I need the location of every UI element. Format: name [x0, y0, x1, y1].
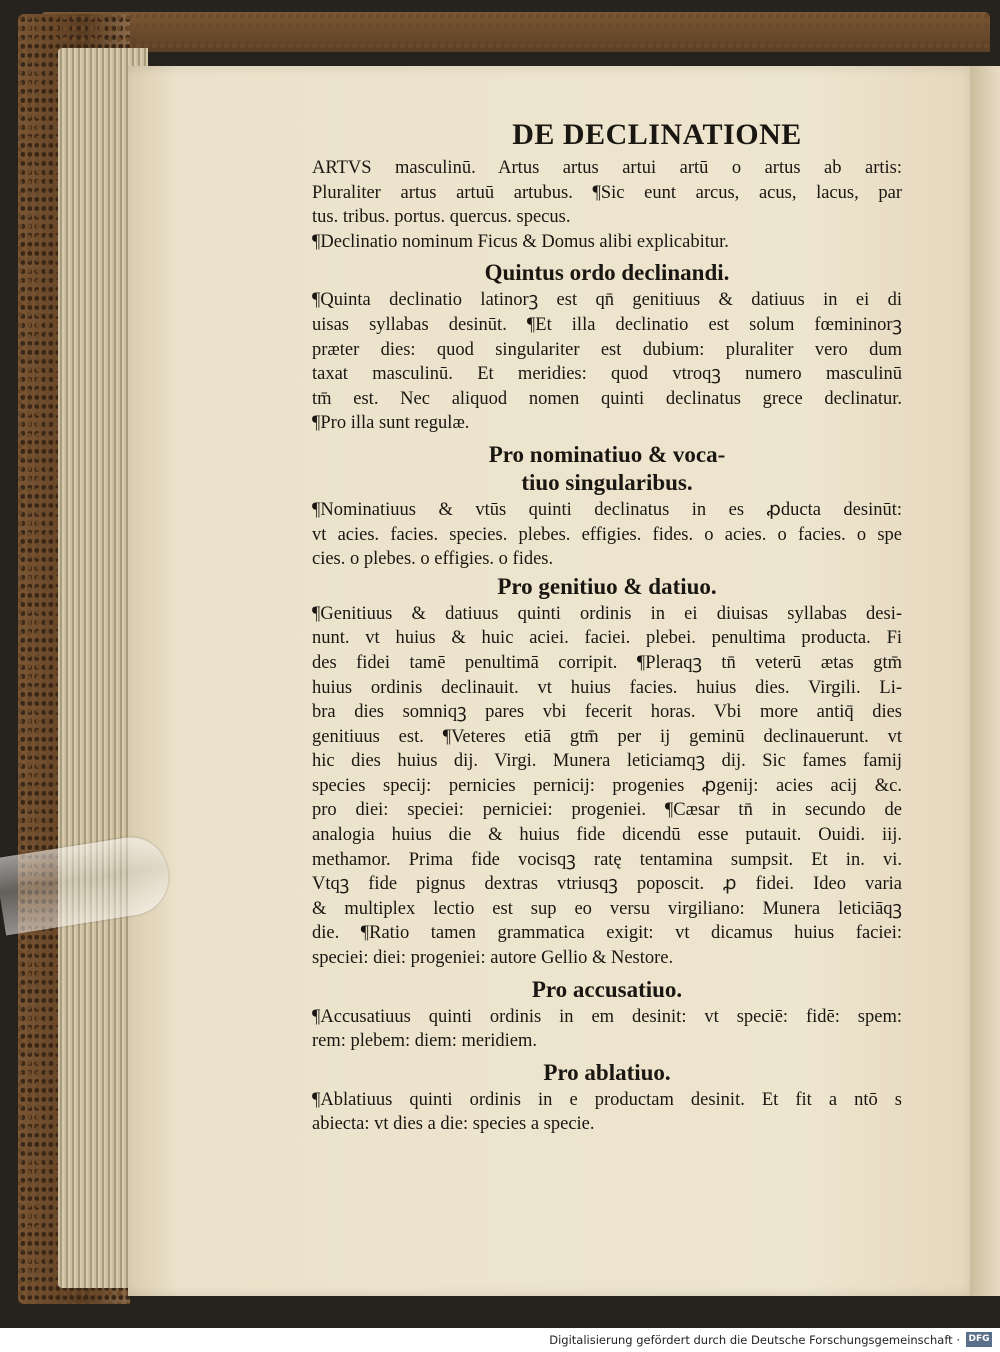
intro-paragraph — [312, 156, 902, 254]
text-line: vt acies. facies. species. plebes. effigies. fides. o acies. o facies. o spe — [312, 524, 902, 545]
text-line: Vtqꝫ fide pignus dextras vtriusqꝫ poposcit. ꝓ fidei. Ideo varia — [312, 874, 902, 895]
text-line: nunt. vt huius & huic aciei. faciei. plebei. penultima producta. Fi — [312, 628, 902, 649]
text-line: uisas syllabas desinūt. ¶Et illa declinatio est solum fœmininorꝫ — [312, 314, 902, 335]
section-heading: Pro accusatiuo. — [531, 976, 683, 1002]
facing-page-edge — [970, 66, 1000, 1296]
text-line: præter dies: quod singulariter est dubium: pluraliter vero dum — [312, 339, 902, 360]
text-line: & multiplex lectio est sup eo versu virgiliano: Munera leticiāqꝫ — [312, 898, 902, 919]
text-line: abiecta: vt dies a die: species a specie. — [312, 1114, 595, 1135]
text-line: ¶Ablatiuus quinti ordinis in e productam desinit. Et fit a ntō s — [312, 1089, 902, 1110]
text-line: taxat masculinū. Et meridies: quod vtroqꝫ numero masculinū — [312, 364, 902, 385]
text-line: ¶Pro illa sunt regulæ. — [312, 413, 470, 434]
text-line: ¶Accusatiuus quinti ordinis in em desinit: vt speciē: fidē: spem: — [312, 1006, 902, 1027]
text-line: hic dies huius dij. Virgi. Munera leticiamqꝫ dij. Sic fames famij — [312, 751, 902, 772]
text-line: ¶Nominatiuus & vtūs quinti declinatus in es ꝓducta desinūt: — [312, 499, 902, 520]
text-line: ¶Declinatio nominum Ficus & Domus alibi explicabitur. — [312, 231, 729, 252]
section-heading: Pro genitiuo & datiuo. — [497, 573, 717, 599]
text-line: species specij: pernicies pernicij: progenies ꝓgenij: acies acij &c. — [312, 775, 902, 796]
section-body — [312, 1005, 902, 1054]
page-title: DE DECLINATIONE — [512, 118, 802, 151]
text-line: ARTVS masculinū. Artus artus artui artū o artus ab artis: — [312, 158, 902, 178]
text-line: die. ¶Ratio tamen grammatica exigit: vt dicamus huius faciei: — [312, 923, 902, 944]
text-line: huius ordinis declinauit. vt huius facies. huius dies. Virgili. Li- — [312, 677, 902, 698]
text-line: tm̄ est. Nec aliquod nomen quinti declinatus grece declinatur. — [312, 388, 902, 409]
text-line: bra dies somniqꝫ pares vbi fecerit horas. Vbi more antiq̄ dies — [312, 702, 902, 723]
footer-bar — [0, 1328, 1000, 1352]
text-line: ¶Genitiuus & datiuus quinti ordinis in ei diuisas syllabas desi- — [312, 603, 902, 624]
section-heading: Pro ablatiuo. — [543, 1059, 671, 1085]
book-cover-top — [40, 12, 990, 52]
text-line: speciei: diei: progeniei: autore Gellio & Nestore. — [312, 948, 674, 969]
text-line: Pluraliter artus artuū artubus. ¶Sic eunt arcus, acus, lacus, par — [312, 182, 902, 203]
section-heading: Quintus ordo declinandi. — [484, 260, 730, 286]
dfg-logo-icon[interactable]: DFG — [966, 1332, 992, 1347]
page-text — [312, 118, 902, 1137]
section-body — [312, 602, 902, 971]
footer-credit: Digitalisierung gefördert durch die Deutsche Forschungsgemeinschaft · — [549, 1333, 960, 1347]
text-line: methamor. Prima fide vocisqꝫ ratę tentamina sumpsit. Et in. vi. — [312, 849, 902, 870]
text-line: cies. o plebes. o effigies. o fides. — [312, 549, 554, 570]
text-line: pro diei: speciei: perniciei: progeniei. ¶Cæsar tn̄ in secundo de — [312, 800, 902, 821]
section-body — [312, 498, 902, 572]
text-line: rem: plebem: diem: meridiem. — [312, 1031, 538, 1052]
section-heading-continued: tiuo singularibus. — [521, 469, 693, 495]
text-line: tus. tribus. portus. quercus. specus. — [312, 207, 571, 228]
text-line: des fidei tamē penultimā corripit. ¶Pleraqꝫ tn̄ veterū ætas gtm̄ — [312, 652, 902, 673]
section-body — [312, 288, 902, 436]
section-heading: Pro nominatiuo & voca- — [488, 441, 726, 467]
text-line: ¶Quinta declinatio latinorꝫ est qn̄ genitiuus & datiuus in ei di — [312, 290, 902, 311]
text-line: analogia huius die & huius fide dicendū esse putauit. Ouidi. iij. — [312, 825, 902, 846]
text-line: genitiuus est. ¶Veteres etiā gtm̄ per ij geminū declinauerunt. vt — [312, 726, 902, 747]
section-body — [312, 1088, 902, 1137]
